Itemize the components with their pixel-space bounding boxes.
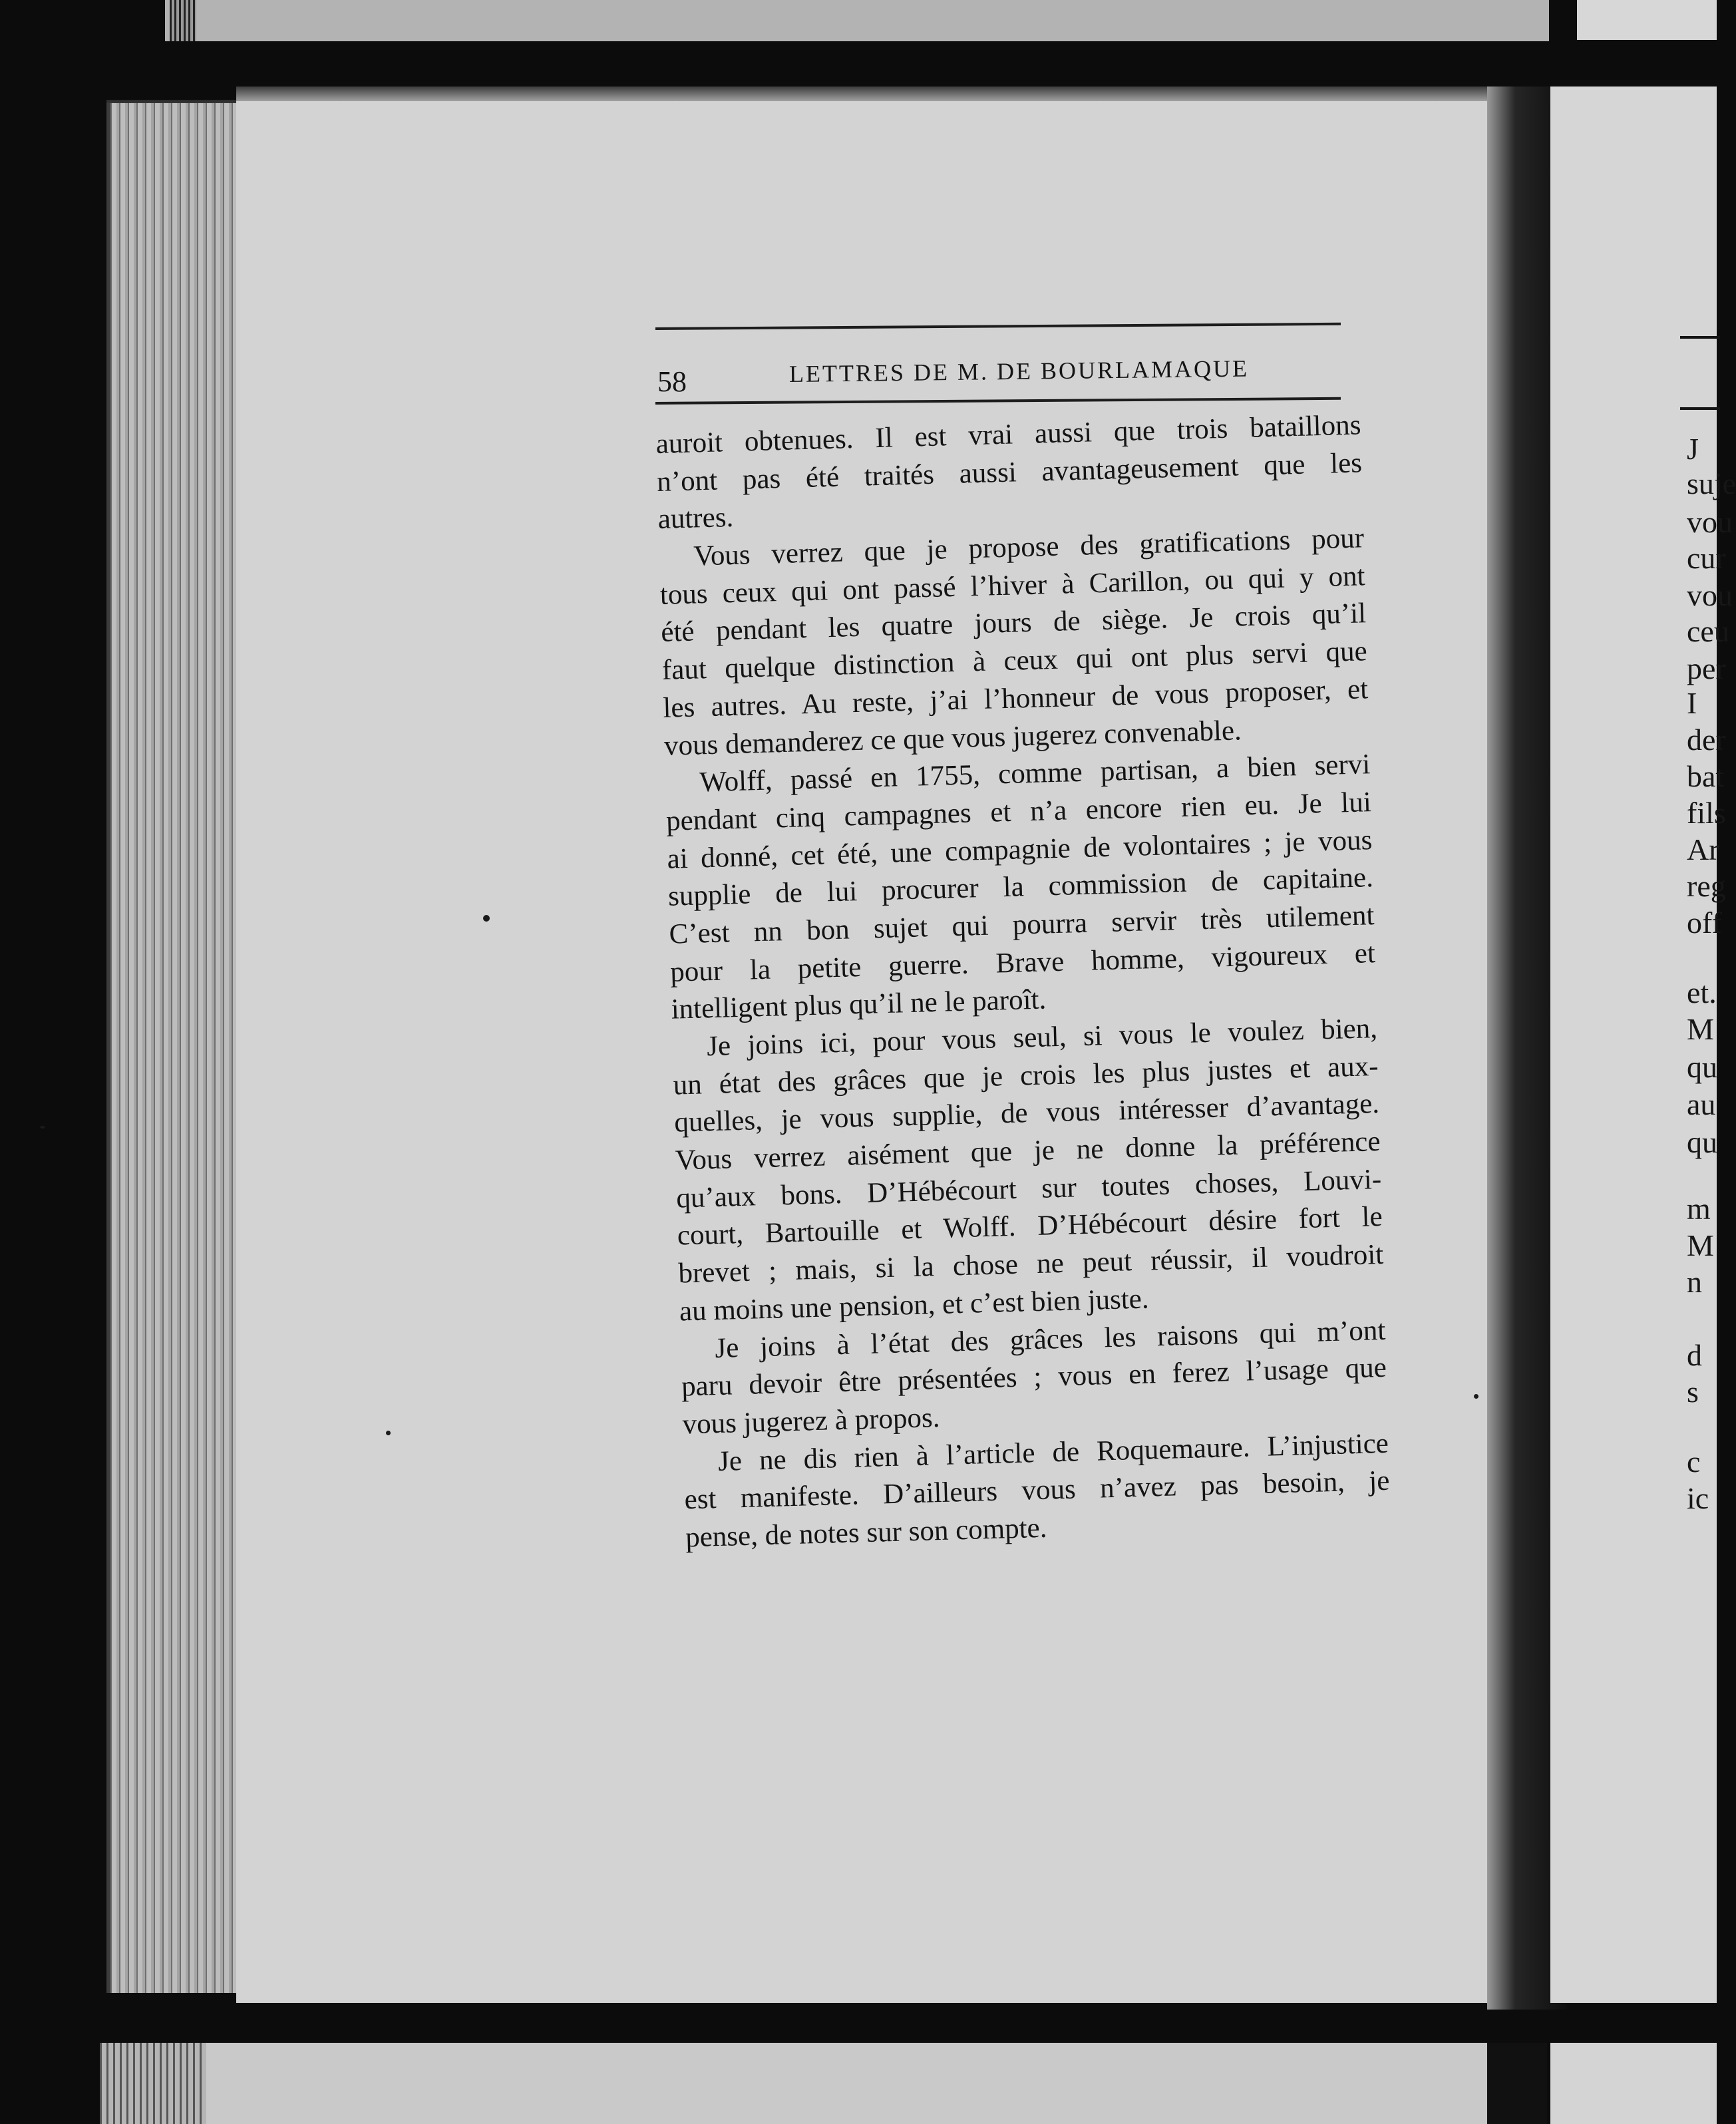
text-line: pour la petite guerre. Brave homme, vigoureux et	[669, 937, 1376, 988]
scan-speck	[40, 1126, 45, 1129]
adjacent-page-fragment: J	[1687, 432, 1699, 466]
text-line: Wolff, passé en 1755, comme partisan, a bien servi	[699, 749, 1371, 798]
text-line: supplie de lui procurer la commission de capitaine.	[667, 862, 1374, 912]
text-line: tous ceux qui ont passé l’hiver à Carillon, ou qui y ont	[659, 560, 1366, 611]
adjacent-page-fragment: qu	[1687, 1125, 1717, 1159]
adjacent-page-fragment: I	[1687, 686, 1697, 720]
adjacent-page-rule-bottom	[1680, 407, 1720, 410]
text-line: Je ne dis rien à l’article de Roquemaure. L’injustice	[717, 1427, 1389, 1477]
text-line: Vous verrez aisément que je ne donne la préférence	[675, 1125, 1381, 1176]
adjacent-page-fragment: d	[1687, 1338, 1702, 1372]
text-line: ai donné, cet été, une compagnie de volontaires ; je vous	[666, 824, 1373, 875]
adjacent-page-fragment: fils	[1687, 796, 1726, 830]
next-frame-right-strip	[1550, 2043, 1717, 2124]
next-frame-gutter	[1487, 2043, 1547, 2124]
adjacent-page-rule-top	[1680, 336, 1720, 339]
adjacent-page-fragment: M	[1687, 1012, 1714, 1046]
running-head: LETTRES DE M. DE BOURLAMAQUE	[788, 355, 1250, 387]
book-page-edges	[106, 103, 244, 1993]
text-line: un état des grâces que je crois les plus justes et aux-	[673, 1050, 1379, 1101]
previous-frame-page-edges	[170, 0, 196, 41]
text-line: C’est nn bon sujet qui pourra servir très utilement	[669, 899, 1375, 950]
adjacent-page-fragment: m	[1687, 1192, 1711, 1226]
text-line: pendant cinq campagnes et n’a encore rien eu. Je lui	[665, 786, 1372, 837]
text-line: est manifeste. D’ailleurs vous n’avez pas besoin, je	[684, 1465, 1390, 1516]
adjacent-page-fragment: vou	[1687, 578, 1733, 612]
adjacent-page-fragment: cur	[1687, 541, 1726, 575]
adjacent-page-fragment: ceu	[1687, 614, 1729, 648]
text-line: Je joins à l’état des grâces les raisons qui m’ont	[714, 1314, 1386, 1364]
adjacent-page-fragment: ic	[1687, 1481, 1709, 1515]
adjacent-page-fragment: per	[1687, 651, 1726, 685]
text-line: paru devoir être présentées ; vous en ferez l’usage que	[681, 1351, 1387, 1403]
page-top-shadow	[236, 87, 1500, 101]
adjacent-page-fragment: c	[1687, 1445, 1701, 1479]
next-frame-strip	[100, 2043, 1504, 2124]
text-line: autres.	[657, 502, 734, 536]
text-line: pense, de notes sur son compte.	[685, 1512, 1048, 1554]
adjacent-page-fragment: suje	[1687, 466, 1736, 500]
text-line: vous demanderez ce que vous jugerez convenable.	[663, 714, 1242, 762]
previous-frame-strip	[165, 0, 1549, 41]
scan-speck	[1474, 1394, 1478, 1399]
adjacent-page-fragment: der	[1687, 723, 1726, 757]
text-line: intelligent plus qu’il ne le paroît.	[671, 983, 1047, 1025]
adjacent-page-fragment: off	[1687, 906, 1722, 940]
adjacent-page-fragment: vou	[1687, 505, 1733, 539]
adjacent-page-fragment: M	[1687, 1228, 1714, 1262]
text-line: auroit obtenues. Il est vrai aussi que trois bataillons	[655, 409, 1361, 460]
text-line: Vous verrez que je propose des gratifications pour	[693, 522, 1365, 572]
adjacent-page-fragment: s	[1687, 1375, 1699, 1409]
previous-frame-right-strip	[1577, 0, 1717, 40]
adjacent-page-fragment: au	[1687, 1087, 1716, 1121]
scan-speck	[483, 915, 490, 922]
scan-speck	[386, 1431, 391, 1435]
text-line: quelles, je vous supplie, de vous intéresser d’avantage.	[673, 1088, 1380, 1139]
adjacent-page-fragment: reg	[1687, 869, 1726, 903]
page-number: 58	[657, 365, 687, 398]
text-line: court, Bartouille et Wolff. D’Hébécourt désire fort le	[677, 1201, 1383, 1252]
text-line: faut quelque distinction à ceux qui ont plus servi que	[661, 635, 1368, 686]
next-frame-page-edges	[100, 2043, 206, 2124]
text-line: qu’aux bons. D’Hébécourt sur toutes choses, Louvi-	[675, 1163, 1382, 1214]
text-line: Je joins ici, pour vous seul, si vous le voulez bien,	[706, 1012, 1378, 1063]
text-line: les autres. Au reste, j’ai l’honneur de vous proposer, et	[662, 673, 1369, 724]
adjacent-page-fragment: Ar	[1687, 832, 1719, 866]
adjacent-page-fragment: et.	[1687, 975, 1717, 1009]
text-line: n’ont pas été traités aussi avantageusement que les	[656, 446, 1363, 498]
adjacent-page-fragment: qu	[1687, 1050, 1717, 1084]
text-line: au moins une pension, et c’est bien juste.	[679, 1283, 1150, 1328]
text-line: vous jugerez à propos.	[681, 1401, 941, 1441]
adjacent-page-fragment: n	[1687, 1265, 1702, 1299]
body-text	[655, 407, 1391, 1557]
text-line: été pendant les quatre jours de siège. Je crois qu’il	[660, 598, 1367, 649]
text-line: brevet ; mais, si la chose ne peut réussir, il voudroit	[677, 1238, 1384, 1290]
adjacent-page-fragment: bat	[1687, 759, 1725, 793]
